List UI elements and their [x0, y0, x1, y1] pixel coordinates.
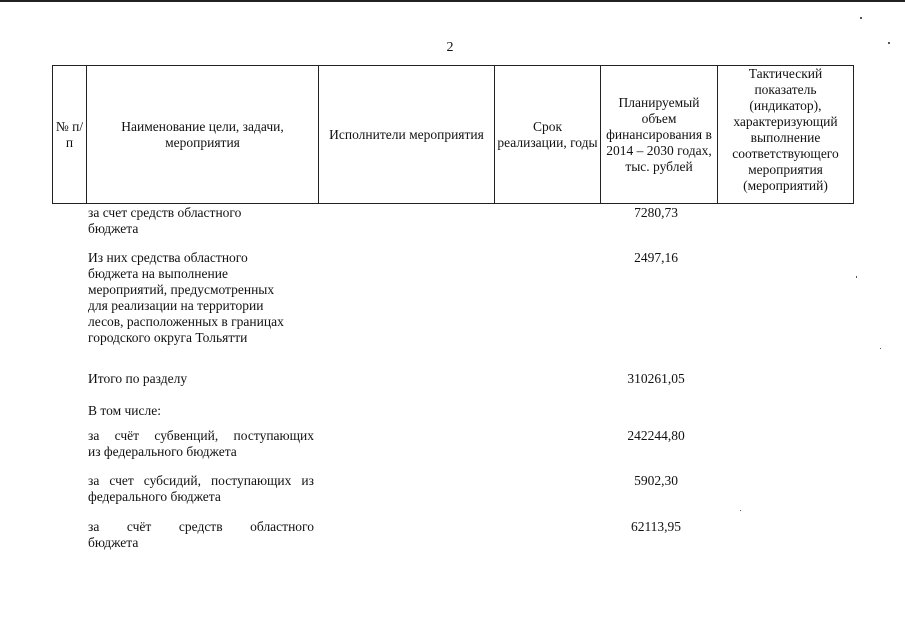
- row-name-line: за счет субсидий, поступающих из: [88, 473, 314, 488]
- row-name-line: для реализации на территории: [88, 298, 264, 313]
- row-name-line: городского округа Тольятти: [88, 330, 248, 345]
- row-name-line: лесов, расположенных в границах: [88, 314, 284, 329]
- row-name-line: мероприятий, предусмотренных: [88, 282, 275, 297]
- page-number: 2: [446, 40, 454, 55]
- header-indicator: Тактический показатель (индикатор), характеризующий выполнение соответствующего мероприятия (мероприятий): [718, 66, 854, 204]
- row-name-line: Из них средства областного: [88, 250, 248, 265]
- row-name-line: бюджета на выполнение: [88, 266, 228, 281]
- row-name-line: бюджета: [88, 535, 139, 550]
- row-value: 310261,05: [627, 371, 685, 386]
- scan-top-border: [0, 0, 905, 2]
- scan-speck: [888, 42, 890, 44]
- row-name-line: за счёт субвенций, поступающих: [88, 428, 314, 443]
- row-name-line: Итого по разделу: [88, 371, 188, 386]
- scan-speck: [880, 348, 881, 349]
- row-name-line: бюджета: [88, 221, 139, 236]
- row-value: 5902,30: [634, 473, 678, 488]
- header-number: № п/п: [53, 66, 87, 204]
- row-value: 62113,95: [630, 519, 682, 534]
- header-name: Наименование цели, задачи, мероприятия: [87, 66, 319, 204]
- header-executors: Исполнители мероприятия: [319, 66, 495, 204]
- row-name-line: В том числе:: [88, 403, 161, 418]
- scan-speck: [860, 17, 862, 19]
- row-name-line: федерального бюджета: [88, 489, 221, 504]
- table-header: [52, 65, 854, 204]
- row-name-line: за счет средств областного: [88, 205, 242, 220]
- header-funding: Планируемый объем финансирования в 2014 – 2030 годах, тыс. рублей: [601, 66, 718, 204]
- row-name-line: из федерального бюджета: [88, 444, 237, 459]
- row-value: 2497,16: [634, 250, 678, 265]
- header-period: Срок реализации, годы: [495, 66, 601, 204]
- scan-speck: [740, 510, 741, 511]
- row-value: 7280,73: [634, 205, 678, 220]
- row-name-line: за счёт средств областного: [88, 519, 314, 534]
- row-value: 242244,80: [627, 428, 685, 443]
- scan-speck: [856, 276, 857, 278]
